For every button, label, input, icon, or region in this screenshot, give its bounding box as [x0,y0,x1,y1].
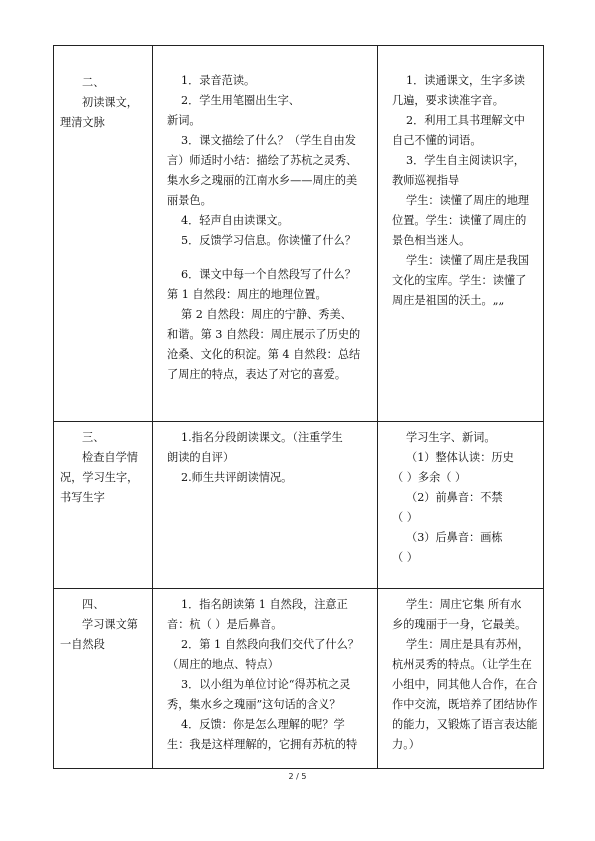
text-line [159,251,371,265]
text-line: 景色相当迷人。 [392,234,471,247]
step-title-line: 检查自学情 [82,451,138,464]
text-line: 学生：周庄它集 所有水 [406,598,522,611]
table-row [54,46,544,422]
text-line: 作中交流，既培养了团结协作 [392,698,538,711]
text-line: （3）后鼻音：画栋 [406,531,503,544]
text-line: 乡的瑰丽于一身，它最美。 [392,618,527,631]
text-line: 学生：读懂了周庄的地理 [406,194,530,207]
text-line: 3．课文描绘了什么？（学生自由发 [181,134,356,147]
table-row [54,589,544,769]
table-row [54,422,544,589]
teacher-activity-cell [153,46,378,422]
text-line: 音：杭（ ）是后鼻音。 [167,618,283,631]
text-line: 3．以小组为单位讨论“得苏杭之灵 [181,678,351,691]
text-line: 1．指名朗读第 1 自然段，注意正 [181,598,348,611]
text-line: （2）前鼻音：不禁 [406,491,503,504]
text-line: 生：我是这样理解的，它拥有苏杭的特 [167,738,358,751]
student-activity-cell [378,589,544,769]
text-line: 新词。 [167,114,201,127]
text-line: 6．课文中每一个自然段写了什么？ [181,268,356,281]
text-line: 学习生字、新词。 [406,431,496,444]
text-line: 学生：周庄是具有苏州， [406,638,530,651]
text-line: （ ） [392,511,418,524]
student-activity-cell [378,422,544,589]
text-line: 2.师生共评朗读情况。 [181,471,293,484]
step-title-line: 学习课文第 [82,618,138,631]
text-line: 1.指名分段朗读课文。（注重学生 [181,431,343,444]
text-line: 第 2 自然段：周庄的宁静、秀美、 [181,308,352,321]
text-line: （ ）多余（ ） [392,471,467,484]
step-cell [54,589,153,769]
step-cell [54,422,153,589]
text-line: 5．反馈学习信息。你读懂了什么？ [181,234,356,247]
text-line: 的能力，又锻炼了语言表达能 [392,718,538,731]
text-line: 了周庄的特点，表达了对它的喜爱。 [167,368,347,381]
text-line: 朗读的自评） [167,451,235,464]
step-title-line: 一自然段 [60,638,105,651]
text-line: 力。） [392,738,420,751]
text-line: 沧桑、文化的积淀。第 4 自然段：总结 [167,348,361,361]
text-line: 1．读通课文，生字多读 [406,74,525,87]
text-line: 文化的宝库。学生：读懂了 [392,274,527,287]
text-line: 学生：读懂了周庄是我国 [406,254,530,267]
text-line: （ ） [392,551,418,564]
step-number: 二、 [82,76,105,89]
text-line: 4．反馈：你是怎么理解的呢？学 [181,718,345,731]
step-title-line: 理清文脉 [60,116,105,129]
text-line: 教师巡视指导 [392,174,460,187]
page-number: 2 / 5 [288,772,307,781]
text-line: 2．学生用笔圈出生字、 [181,94,300,107]
text-line: 秀，集水乡之瑰丽”这句话的含义？ [167,698,341,711]
step-number: 三、 [82,431,105,444]
step-cell [54,46,153,422]
text-line: 言）师适时小结：描绘了苏杭之灵秀、 [167,154,358,167]
text-line: 2．利用工具书理解文中 [406,114,525,127]
step-title-line: 书写生字 [60,491,105,504]
text-line: 丽景色。 [167,194,212,207]
text-line: 第 1 自然段：周庄的地理位置。 [167,288,327,301]
text-line: 3．学生自主阅读识字， [406,154,525,167]
text-line: 和谐。第 3 自然段：周庄展示了历史的 [167,328,361,341]
step-title-line: 况，学习生字， [60,471,139,484]
text-line: 4．轻声自由读课文。 [181,214,289,227]
text-line: （1）整体认读：历史 [406,451,514,464]
text-line: 几遍，要求读准字音。 [392,94,504,107]
lesson-table [53,45,544,769]
step-number: 四、 [82,598,105,611]
teacher-activity-cell [153,422,378,589]
text-line: 小组中，同其他人合作，在合 [392,678,538,691]
text-line: 自己不懂的词语。 [392,134,482,147]
text-line: 1．录音范读。 [181,74,256,87]
text-line: 位置。学生：读懂了周庄的 [392,214,527,227]
text-line: 杭州灵秀的特点。（让学生在 [392,658,532,671]
student-activity-cell [378,46,544,422]
text-line: 2．第 1 自然段向我们交代了什么？ [181,638,359,651]
text-line: 集水乡之瑰丽的江南水乡——周庄的美 [167,174,358,187]
text-line: 周庄是祖国的沃土。„„ [392,294,505,307]
teacher-activity-cell [153,589,378,769]
text-line: （周庄的地点、特点） [167,658,279,671]
step-title-line: 初读课文， [82,96,138,109]
